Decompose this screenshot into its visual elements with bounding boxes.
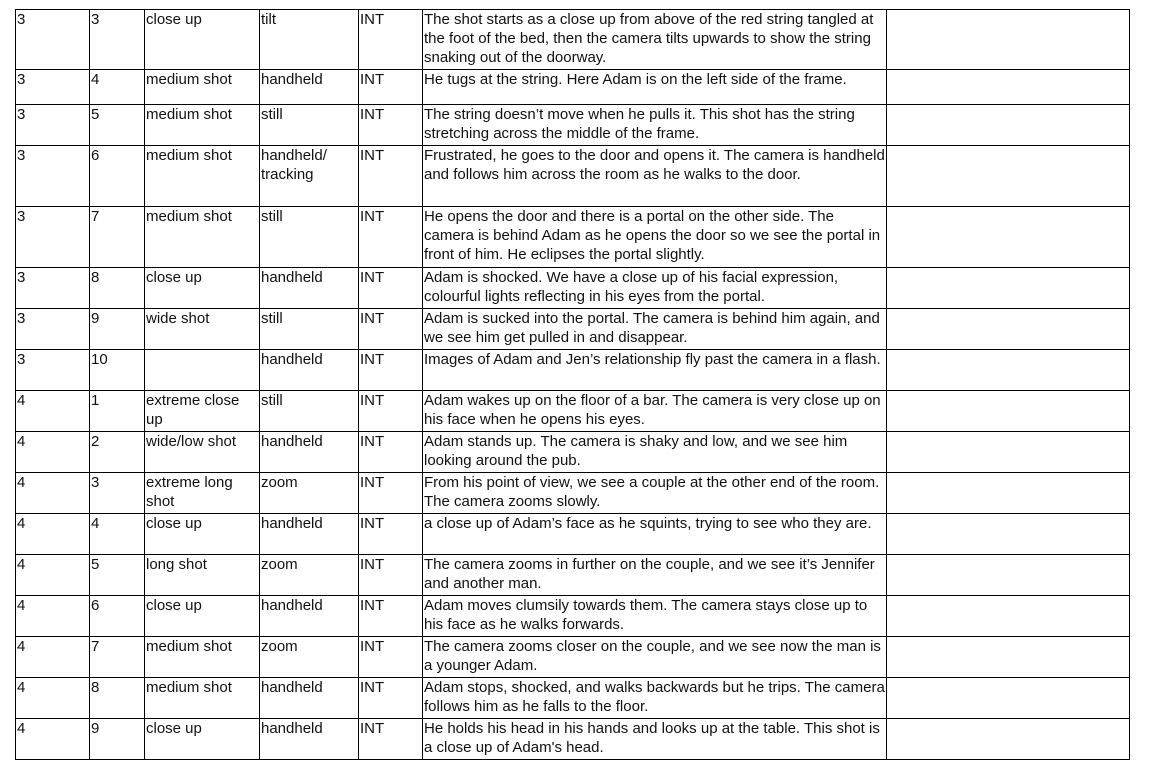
shot-cell: 9 bbox=[90, 719, 145, 760]
notes-cell bbox=[887, 207, 1130, 268]
scene-cell: 3 bbox=[16, 309, 90, 350]
shot-cell: 4 bbox=[90, 70, 145, 105]
shot-cell: 4 bbox=[90, 514, 145, 555]
table-row bbox=[16, 555, 1130, 596]
scene-cell: 4 bbox=[16, 596, 90, 637]
location-cell: INT bbox=[359, 350, 423, 391]
shot-list-table bbox=[15, 9, 1130, 760]
notes-cell bbox=[887, 146, 1130, 207]
description-cell: Adam wakes up on the floor of a bar. The camera is very close up on his face when he opens his eyes. bbox=[423, 391, 887, 432]
table-row bbox=[16, 473, 1130, 514]
notes-cell bbox=[887, 10, 1130, 70]
location-cell: INT bbox=[359, 105, 423, 146]
description-cell: Adam is shocked. We have a close up of his facial expression, colourful lights reflecting in his eyes from the portal. bbox=[423, 268, 887, 309]
location-cell: INT bbox=[359, 514, 423, 555]
description-cell: Adam moves clumsily towards them. The camera stays close up to his face as he walks forwards. bbox=[423, 596, 887, 637]
table-row bbox=[16, 637, 1130, 678]
shot-size-cell: close up bbox=[145, 514, 260, 555]
shot-cell: 2 bbox=[90, 432, 145, 473]
shot-cell: 3 bbox=[90, 10, 145, 70]
description-cell: The camera zooms closer on the couple, and we see now the man is a younger Adam. bbox=[423, 637, 887, 678]
shot-cell: 9 bbox=[90, 309, 145, 350]
scene-cell: 4 bbox=[16, 391, 90, 432]
scene-cell: 3 bbox=[16, 146, 90, 207]
description-cell: From his point of view, we see a couple at the other end of the room. The camera zooms slowly. bbox=[423, 473, 887, 514]
shot-cell: 6 bbox=[90, 596, 145, 637]
shot-size-cell: wide/low shot bbox=[145, 432, 260, 473]
location-cell: INT bbox=[359, 637, 423, 678]
description-cell: The string doesn’t move when he pulls it. This shot has the string stretching across the middle of the frame. bbox=[423, 105, 887, 146]
table-row bbox=[16, 105, 1130, 146]
description-cell: Images of Adam and Jen’s relationship fly past the camera in a flash. bbox=[423, 350, 887, 391]
location-cell: INT bbox=[359, 268, 423, 309]
shot-cell: 5 bbox=[90, 105, 145, 146]
location-cell: INT bbox=[359, 146, 423, 207]
shot-size-cell: extreme close up bbox=[145, 391, 260, 432]
shot-size-cell: close up bbox=[145, 719, 260, 760]
shot-cell: 3 bbox=[90, 473, 145, 514]
notes-cell bbox=[887, 473, 1130, 514]
notes-cell bbox=[887, 637, 1130, 678]
camera-movement-cell: still bbox=[260, 309, 359, 350]
shot-size-cell: medium shot bbox=[145, 637, 260, 678]
camera-movement-cell: still bbox=[260, 207, 359, 268]
table-row bbox=[16, 514, 1130, 555]
shot-size-cell: medium shot bbox=[145, 207, 260, 268]
shot-size-cell: medium shot bbox=[145, 70, 260, 105]
table-row bbox=[16, 268, 1130, 309]
camera-movement-cell: handheld bbox=[260, 268, 359, 309]
notes-cell bbox=[887, 555, 1130, 596]
camera-movement-cell: handheld bbox=[260, 678, 359, 719]
camera-movement-cell: handheld bbox=[260, 350, 359, 391]
table-row bbox=[16, 309, 1130, 350]
scene-cell: 3 bbox=[16, 350, 90, 391]
camera-movement-cell: tilt bbox=[260, 10, 359, 70]
description-cell: Adam stands up. The camera is shaky and low, and we see him looking around the pub. bbox=[423, 432, 887, 473]
description-cell: He holds his head in his hands and looks up at the table. This shot is a close up of Adam's head. bbox=[423, 719, 887, 760]
shot-cell: 8 bbox=[90, 678, 145, 719]
camera-movement-cell: handheld bbox=[260, 432, 359, 473]
description-cell: He opens the door and there is a portal on the other side. The camera is behind Adam as he opens the door so we see the portal in front of him. He eclipses the portal slightly. bbox=[423, 207, 887, 268]
shot-size-cell: wide shot bbox=[145, 309, 260, 350]
table-row bbox=[16, 596, 1130, 637]
shot-size-cell: close up bbox=[145, 268, 260, 309]
notes-cell bbox=[887, 514, 1130, 555]
description-cell: a close up of Adam’s face as he squints, trying to see who they are. bbox=[423, 514, 887, 555]
location-cell: INT bbox=[359, 207, 423, 268]
camera-movement-cell: zoom bbox=[260, 555, 359, 596]
scene-cell: 3 bbox=[16, 70, 90, 105]
location-cell: INT bbox=[359, 10, 423, 70]
shot-cell: 8 bbox=[90, 268, 145, 309]
scene-cell: 3 bbox=[16, 10, 90, 70]
scene-cell: 4 bbox=[16, 555, 90, 596]
table-row bbox=[16, 719, 1130, 760]
description-cell: The camera zooms in further on the couple, and we see it’s Jennifer and another man. bbox=[423, 555, 887, 596]
shot-size-cell: long shot bbox=[145, 555, 260, 596]
shot-size-cell bbox=[145, 350, 260, 391]
location-cell: INT bbox=[359, 309, 423, 350]
location-cell: INT bbox=[359, 432, 423, 473]
shot-cell: 5 bbox=[90, 555, 145, 596]
camera-movement-cell: still bbox=[260, 391, 359, 432]
table-row bbox=[16, 432, 1130, 473]
table-row bbox=[16, 678, 1130, 719]
table-row bbox=[16, 207, 1130, 268]
notes-cell bbox=[887, 678, 1130, 719]
camera-movement-cell: zoom bbox=[260, 473, 359, 514]
scene-cell: 4 bbox=[16, 637, 90, 678]
notes-cell bbox=[887, 70, 1130, 105]
scene-cell: 4 bbox=[16, 678, 90, 719]
description-cell: Adam stops, shocked, and walks backwards but he trips. The camera follows him as he falls to the floor. bbox=[423, 678, 887, 719]
notes-cell bbox=[887, 596, 1130, 637]
table-row bbox=[16, 350, 1130, 391]
table-row bbox=[16, 391, 1130, 432]
notes-cell bbox=[887, 268, 1130, 309]
notes-cell bbox=[887, 309, 1130, 350]
camera-movement-cell: handheld bbox=[260, 596, 359, 637]
shot-cell: 7 bbox=[90, 207, 145, 268]
scene-cell: 3 bbox=[16, 207, 90, 268]
shot-size-cell: close up bbox=[145, 596, 260, 637]
camera-movement-cell: handheld bbox=[260, 70, 359, 105]
camera-movement-cell: still bbox=[260, 105, 359, 146]
location-cell: INT bbox=[359, 473, 423, 514]
scene-cell: 4 bbox=[16, 473, 90, 514]
table-row bbox=[16, 146, 1130, 207]
shot-cell: 6 bbox=[90, 146, 145, 207]
scene-cell: 4 bbox=[16, 514, 90, 555]
table-row bbox=[16, 10, 1130, 70]
camera-movement-cell: handheld bbox=[260, 719, 359, 760]
camera-movement-cell: zoom bbox=[260, 637, 359, 678]
scene-cell: 3 bbox=[16, 268, 90, 309]
notes-cell bbox=[887, 105, 1130, 146]
description-cell: The shot starts as a close up from above of the red string tangled at the foot of the bed, then the camera tilts upwards to show the string snaking out of the doorway. bbox=[423, 10, 887, 70]
location-cell: INT bbox=[359, 391, 423, 432]
scene-cell: 3 bbox=[16, 105, 90, 146]
location-cell: INT bbox=[359, 678, 423, 719]
location-cell: INT bbox=[359, 596, 423, 637]
description-cell: Adam is sucked into the portal. The camera is behind him again, and we see him get pulled in and disappear. bbox=[423, 309, 887, 350]
scene-cell: 4 bbox=[16, 432, 90, 473]
shot-size-cell: medium shot bbox=[145, 678, 260, 719]
camera-movement-cell: handheld/ tracking bbox=[260, 146, 359, 207]
notes-cell bbox=[887, 432, 1130, 473]
description-cell: He tugs at the string. Here Adam is on the left side of the frame. bbox=[423, 70, 887, 105]
location-cell: INT bbox=[359, 70, 423, 105]
scene-cell: 4 bbox=[16, 719, 90, 760]
shot-size-cell: medium shot bbox=[145, 146, 260, 207]
notes-cell bbox=[887, 391, 1130, 432]
location-cell: INT bbox=[359, 719, 423, 760]
shot-cell: 7 bbox=[90, 637, 145, 678]
shot-size-cell: extreme long shot bbox=[145, 473, 260, 514]
shot-size-cell: close up bbox=[145, 10, 260, 70]
description-cell: Frustrated, he goes to the door and opens it. The camera is handheld and follows him across the room as he walks to the door. bbox=[423, 146, 887, 207]
shot-size-cell: medium shot bbox=[145, 105, 260, 146]
camera-movement-cell: handheld bbox=[260, 514, 359, 555]
shot-list-body bbox=[16, 10, 1130, 760]
table-row bbox=[16, 70, 1130, 105]
location-cell: INT bbox=[359, 555, 423, 596]
shot-cell: 10 bbox=[90, 350, 145, 391]
notes-cell bbox=[887, 350, 1130, 391]
shot-cell: 1 bbox=[90, 391, 145, 432]
notes-cell bbox=[887, 719, 1130, 760]
